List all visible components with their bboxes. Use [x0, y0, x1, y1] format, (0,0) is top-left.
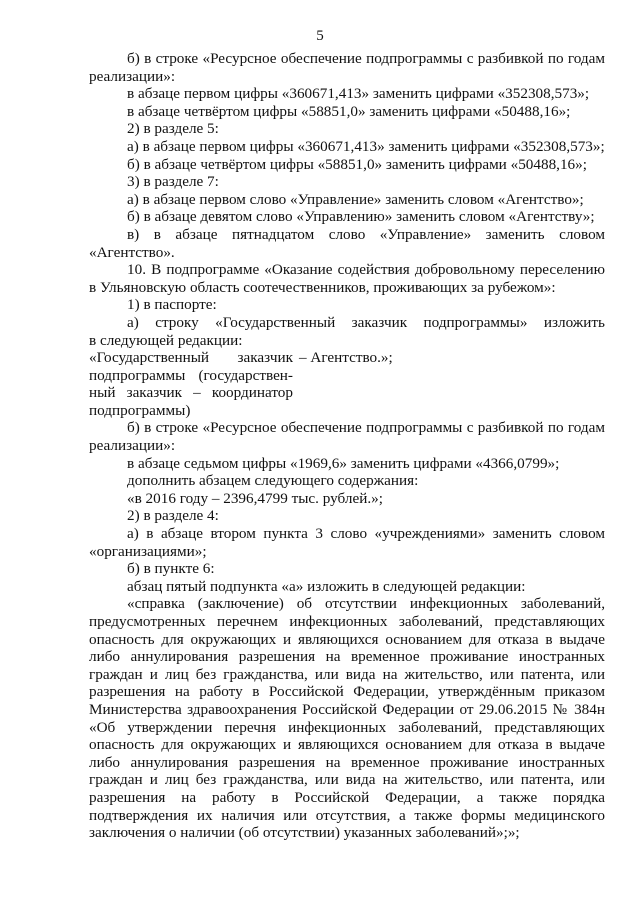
text-line: в абзаце седьмом цифры «1969,6» заменить цифрами «4366,0799»; — [127, 454, 560, 472]
text-line: «Об утверждении перечня инфекционных заболеваний, представляющих — [89, 718, 605, 736]
text-line: «в 2016 году – 2396,4799 тыс. рублей.»; — [127, 489, 383, 507]
text-line: а) в абзаце первом цифры «360671,413» заменить цифрами «352308,573»; — [127, 137, 605, 155]
text-line: разрешения на работу в Российской Федерации, утверждённым приказом — [89, 683, 605, 701]
text-line: предусмотренных перечнем инфекционных заболеваний, представляющих — [89, 613, 605, 630]
text-line: в абзаце четвёртом цифры «58851,0» заменить цифрами «50488,16»; — [127, 102, 571, 120]
text-line: «Агентство». — [89, 243, 175, 261]
text-line: б) в абзаце четвёртом цифры «58851,0» заменить цифрами «50488,16»; — [127, 155, 587, 173]
table-cell-line: – Агентство.»; — [299, 349, 393, 367]
text-line: разрешения на работу в Российской Федерации, а также порядка — [89, 788, 605, 806]
text-line: опасность для окружающих и являющихся основанием для отказа в выдаче — [89, 736, 605, 754]
text-line: Министерства здравоохранения Российской Федерации от 29.06.2015 № 384н — [89, 700, 605, 718]
text-line: граждан и лиц без гражданства, или вида на жительство, или патента, или — [89, 665, 605, 683]
text-line: в Ульяновскую область соотечественников, проживающих за рубежом»: — [89, 278, 556, 296]
text-line: а) строку «Государственный заказчик подпрограммы» изложить — [127, 313, 605, 331]
text-line: б) в абзаце девятом слово «Управлению» заменить словом «Агентству»; — [127, 208, 595, 226]
text-line: б) в пункте 6: — [127, 560, 215, 578]
text-line: в) в абзаце пятнадцатом слово «Управление» заменить словом — [127, 225, 605, 243]
text-line: б) в строке «Ресурсное обеспечение подпрограммы с разбивкой по годам — [127, 50, 605, 67]
document-body — [89, 50, 605, 842]
text-line: в абзаце первом цифры «360671,413» заменить цифрами «352308,573»; — [127, 85, 590, 103]
text-line: заключения о наличии (об отсутствии) указанных заболеваний»;»; — [89, 824, 520, 842]
text-line: «справка (заключение) об отсутствии инфекционных заболеваний, — [127, 595, 605, 613]
text-line: дополнить абзацем следующего содержания: — [127, 472, 419, 490]
text-line: б) в строке «Ресурсное обеспечение подпрограммы с разбивкой по годам — [127, 419, 605, 437]
text-line: опасность для окружающих и являющихся основанием для отказа в выдаче — [89, 630, 605, 648]
text-line: либо аннулирования разрешения на временное проживание иностранных — [89, 753, 605, 771]
text-line: 10. В подпрограмме «Оказание содействия добровольному переселению — [127, 261, 605, 279]
text-line: 2) в разделе 4: — [127, 507, 219, 525]
text-line: 3) в разделе 7: — [127, 173, 219, 191]
text-line: 2) в разделе 5: — [127, 120, 219, 138]
text-line: реализации»: — [89, 437, 176, 455]
text-line: «организациями»; — [89, 542, 207, 560]
text-line: либо аннулирования разрешения на временное проживание иностранных — [89, 648, 605, 666]
text-line: а) в абзаце втором пункта 3 слово «учреждениями» заменить словом — [127, 525, 605, 543]
passport-value-cell — [293, 349, 605, 419]
table-cell-line: ный заказчик – координатор — [89, 384, 293, 402]
table-cell-line: подпрограммы) — [89, 401, 191, 419]
text-line: а) в абзаце первом слово «Управление» заменить словом «Агентство»; — [127, 190, 584, 208]
table-cell-line: подпрограммы (государствен- — [89, 366, 293, 384]
page-number: 5 — [316, 28, 324, 44]
passport-table-row — [89, 349, 605, 419]
text-line: реализации»: — [89, 67, 176, 85]
text-line: абзац пятый подпункта «а» изложить в следующей редакции: — [127, 577, 526, 595]
passport-label-cell — [89, 349, 293, 419]
table-cell-line: «Государственный заказчик — [89, 349, 293, 367]
text-line: подтверждения их наличия или отсутствия, а также формы медицинского — [89, 806, 605, 824]
text-line: 1) в паспорте: — [127, 296, 217, 314]
text-line: в следующей редакции: — [89, 331, 243, 349]
text-line: граждан и лиц без гражданства, или вида на жительство, или патента, или — [89, 771, 605, 789]
